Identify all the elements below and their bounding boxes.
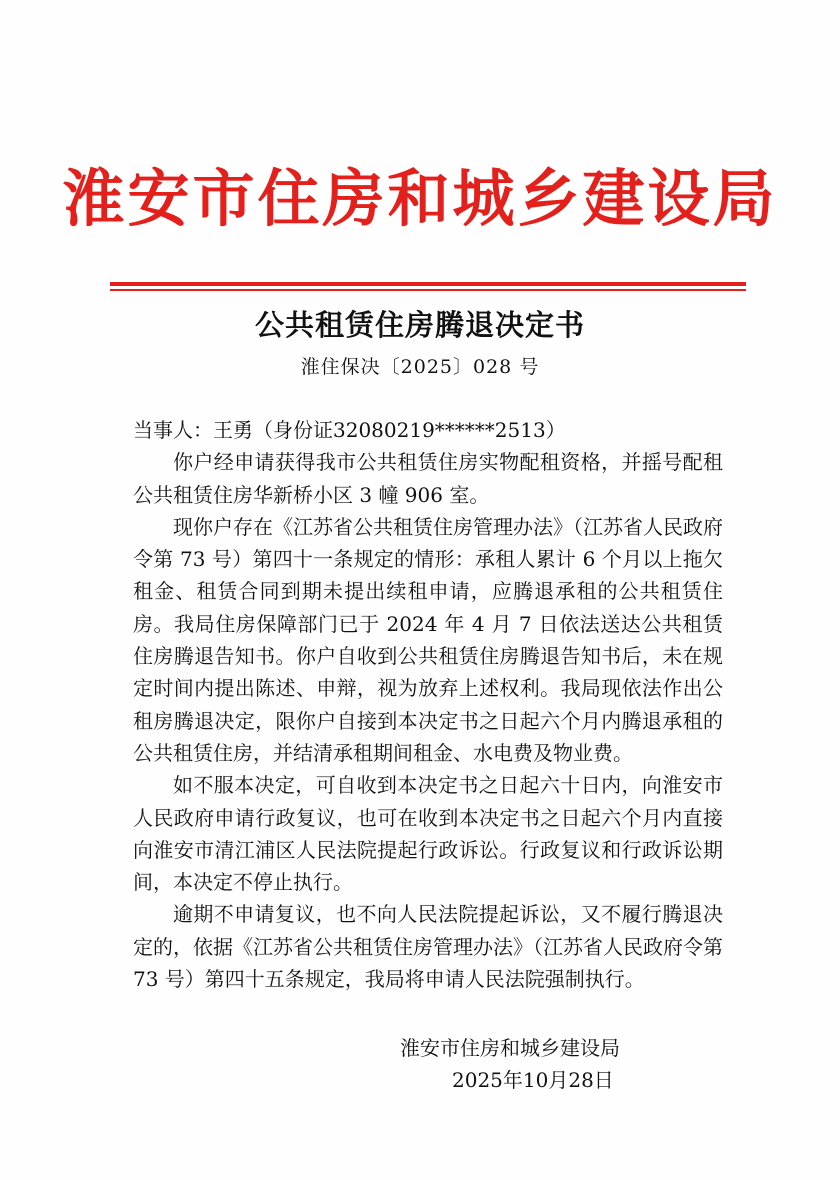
header-rule-thin <box>110 289 746 291</box>
issuer-header: 淮安市住房和城乡建设局 <box>62 162 778 235</box>
document-number: 淮住保决〔2025〕028 号 <box>300 356 540 378</box>
party-line: 当事人：王勇（身份证32080219******2513） <box>133 418 566 442</box>
document-title: 公共租赁住房腾退决定书 <box>254 308 585 342</box>
header-rule-thick <box>110 282 746 286</box>
paragraph: 如不服本决定，可自收到本决定书之日起六十日内，向淮安市人民政府申请行政复议，也可在收到本决定书之日起六个月内直接向淮安市清江浦区人民法院提起行政诉讼。行政复议和行政诉讼期间，本决定不停止执行。 <box>133 773 723 895</box>
paragraph: 逾期不申请复议，也不向人民法院提起诉讼，又不履行腾退决定的，依据《江苏省公共租赁住房管理办法》（江苏省人民政府令第 73 号）第四十五条规定，我局将申请人民法院强制执行。 <box>133 902 723 992</box>
signature-date: 2025年10月28日 <box>452 1068 614 1092</box>
paragraph: 现你户存在《江苏省公共租赁住房管理办法》（江苏省人民政府令第 73 号）第四十一条规定的情形：承租人累计 6 个月以上拖欠租金、租赁合同到期未提出续租申请，应腾退承租的公共租赁住房。我局住房保障部门已于 2024 年 4 月 7 日依法送达公共租赁住房腾退告知书。你户自收到公共租赁住房腾退告知书后，未在规定时间内提出陈述、申辩，视为放弃上述权利。我局现依法作出公租房腾退决定，限你户自接到本决定书之日起六个月内腾退承租的公共租赁住房，并结清承租期间租金、水电费及物业费。 <box>133 514 723 765</box>
paragraph: 你户经申请获得我市公共租赁住房实物配租资格，并摇号配租公共租赁住房华新桥小区 3 幢 906 室。 <box>133 450 723 507</box>
signature-organization: 淮安市住房和城乡建设局 <box>400 1036 620 1060</box>
document-body <box>133 414 723 995</box>
